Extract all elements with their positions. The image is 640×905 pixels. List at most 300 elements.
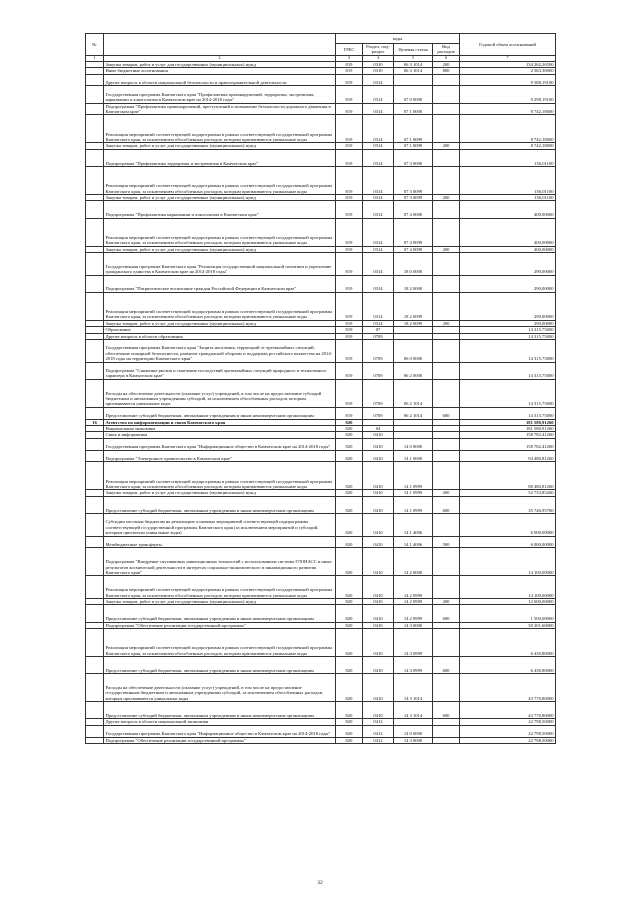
header-grbs: ГРБС — [336, 44, 363, 56]
row-target: 06 3 1014 — [394, 68, 433, 74]
row-number — [86, 86, 104, 103]
row-grbs: 820 — [336, 598, 363, 604]
row-number — [86, 275, 104, 292]
row-number — [86, 605, 104, 622]
row-name: Подпрограмма "Профилактика правонарушений, преступлений и повышение безопасности дорожного движения в Камчатском крае" — [104, 103, 336, 115]
row-grbs: 820 — [336, 622, 363, 628]
row-amount: 12 600,00000 — [460, 598, 556, 604]
row-section: 0314 — [363, 320, 394, 326]
row-number — [86, 576, 104, 599]
row-expense-type — [433, 201, 460, 218]
row-section: 0314 — [363, 195, 394, 201]
row-amount: 6 000,00000 — [460, 514, 556, 537]
row-number — [86, 438, 104, 450]
table-row — [86, 86, 556, 103]
row-amount: 134 262,26500 — [460, 61, 556, 67]
row-target: 07 0 0000 — [394, 86, 433, 103]
row-grbs: 820 — [336, 462, 363, 490]
row-section: 0709 — [363, 362, 394, 379]
row-target: 07 3 0000 — [394, 149, 433, 166]
row-number — [86, 674, 104, 702]
table-row — [86, 536, 556, 548]
col-number: 2 — [104, 55, 336, 61]
row-amount: 400,00000 — [460, 246, 556, 252]
row-section: 0410 — [363, 702, 394, 719]
row-name: Закупка товаров, работ и услуг для государственных (муниципальных) нужд — [104, 490, 336, 496]
table-row — [86, 253, 556, 276]
row-target: 07 1 0099 — [394, 115, 433, 143]
row-grbs: 820 — [336, 419, 363, 425]
row-target: 14 1 0000 — [394, 450, 433, 462]
page-number: 32 — [317, 880, 323, 886]
row-name: Подпрограмма "Профилактика терроризма и экстремизма в Камчатском крае" — [104, 149, 336, 166]
row-section: 0709 — [363, 333, 394, 339]
row-number — [86, 201, 104, 218]
row-name: Государственная программа Камчатского края "Информационное общество в Камчатском крае на 2014-2018 годы" — [104, 725, 336, 737]
row-target: 06 2 1014 — [394, 407, 433, 419]
row-name: Реализация мероприятий соответствующей подпрограммы в рамках соответствующей государственной программы Камчатского края, за исключением обособленных расходов, которым присваиваются уникальные коды — [104, 218, 336, 246]
row-amount: 8 742,18000 — [460, 115, 556, 143]
row-grbs: 819 — [336, 407, 363, 419]
row-section: 0410 — [363, 490, 394, 496]
row-grbs: 820 — [336, 719, 363, 725]
row-amount: 158 782,41260 — [460, 438, 556, 450]
table-row — [86, 605, 556, 622]
row-section: 0310 — [363, 61, 394, 67]
row-number — [86, 167, 104, 195]
row-target: 14 3 0999 — [394, 656, 433, 673]
row-expense-type: 600 — [433, 656, 460, 673]
row-section: 0410 — [363, 548, 394, 576]
header-vr: Вид расходов — [433, 44, 460, 56]
row-grbs: 819 — [336, 149, 363, 166]
row-section: 04 — [363, 426, 394, 432]
row-grbs: 819 — [336, 320, 363, 326]
row-expense-type — [433, 576, 460, 599]
row-amount: 158 782,41260 — [460, 432, 556, 438]
table-row — [86, 275, 556, 292]
row-amount: 8 742,18000 — [460, 103, 556, 115]
row-name: Реализация мероприятий соответствующей подпрограммы в рамках соответствующей государственной программы Камчатского края, за исключением обособленных расходов, которым присваиваются уникальные коды — [104, 576, 336, 599]
row-expense-type — [433, 548, 460, 576]
row-name: Закупка товаров, работ и услуг для государственных (муниципальных) нужд — [104, 61, 336, 67]
row-number — [86, 362, 104, 379]
budget-sheet — [85, 33, 555, 744]
row-expense-type — [433, 725, 460, 737]
row-number — [86, 149, 104, 166]
row-target: 07 1 0099 — [394, 143, 433, 149]
row-name: Реализация мероприятий соответствующей подпрограммы в рамках соответствующей государственной программы Камчатского края, за исключением обособленных расходов, которым присваиваются уникальные коды — [104, 292, 336, 320]
row-expense-type — [433, 514, 460, 537]
row-amount: 1 500,00000 — [460, 605, 556, 622]
row-number — [86, 115, 104, 143]
table-row — [86, 514, 556, 537]
table-row — [86, 656, 556, 673]
row-expense-type — [433, 149, 460, 166]
row-amount: 290,00000 — [460, 275, 556, 292]
row-section: 0410 — [363, 674, 394, 702]
row-target: 07 4 0000 — [394, 201, 433, 218]
row-section: 0410 — [363, 656, 394, 673]
row-section: 0709 — [363, 379, 394, 407]
table-row — [86, 628, 556, 656]
row-target: 14 3 0999 — [394, 628, 433, 656]
row-name: Образование — [104, 327, 336, 333]
row-grbs: 819 — [336, 327, 363, 333]
row-section: 0314 — [363, 143, 394, 149]
row-section: 0410 — [363, 598, 394, 604]
row-amount: 14 315,75000 — [460, 379, 556, 407]
row-section: 0709 — [363, 407, 394, 419]
row-target: 14 1 4006 — [394, 536, 433, 548]
row-grbs: 819 — [336, 340, 363, 363]
row-number — [86, 292, 104, 320]
row-grbs: 819 — [336, 253, 363, 276]
row-section: 0412 — [363, 725, 394, 737]
row-expense-type: 200 — [433, 246, 460, 252]
row-grbs: 820 — [336, 426, 363, 432]
row-target: 06 2 1014 — [394, 379, 433, 407]
row-amount: 181 580,91260 — [460, 426, 556, 432]
row-amount: 22 798,50000 — [460, 725, 556, 737]
row-name: Связь и информатика — [104, 432, 336, 438]
row-target: 14 0 0000 — [394, 438, 433, 450]
row-amount: 9 588,19100 — [460, 74, 556, 86]
row-amount: 14 315,75000 — [460, 327, 556, 333]
row-number — [86, 628, 104, 656]
row-grbs: 819 — [336, 275, 363, 292]
row-number — [86, 379, 104, 407]
row-grbs: 819 — [336, 246, 363, 252]
header-num: № — [86, 34, 104, 56]
row-expense-type — [433, 275, 460, 292]
row-expense-type — [433, 438, 460, 450]
row-grbs: 820 — [336, 656, 363, 673]
row-expense-type — [433, 450, 460, 462]
row-amount: 22 798,50000 — [460, 737, 556, 743]
row-target: 06 3 1014 — [394, 61, 433, 67]
row-section: 0314 — [363, 201, 394, 218]
row-expense-type — [433, 628, 460, 656]
row-grbs: 820 — [336, 605, 363, 622]
row-section: 0410 — [363, 462, 394, 490]
row-expense-type: 200 — [433, 598, 460, 604]
row-expense-type: 500 — [433, 536, 460, 548]
row-name: Государственная программа Камчатского края "Реализация государственной национальной политики и укрепление гражданского единства в Камчатском крае на 2014-2018 годы" — [104, 253, 336, 276]
col-number: 1 — [86, 55, 104, 61]
row-amount: 6 430,80000 — [460, 656, 556, 673]
table-body — [86, 61, 556, 743]
row-section: 0314 — [363, 149, 394, 166]
row-amount: 156,01100 — [460, 195, 556, 201]
row-target: 14 1 0999 — [394, 462, 433, 490]
row-name: Закупка товаров, работ и услуг для государственных (муниципальных) нужд — [104, 598, 336, 604]
row-expense-type: 200 — [433, 195, 460, 201]
row-section: 0314 — [363, 103, 394, 115]
row-number — [86, 656, 104, 673]
row-target: 18 2 0000 — [394, 275, 433, 292]
row-expense-type: 600 — [433, 407, 460, 419]
row-target: 07 3 0099 — [394, 167, 433, 195]
row-name: Предоставление субсидий бюджетным, автономным учреждениям и иным некоммерческим организациям — [104, 656, 336, 673]
row-expense-type: 200 — [433, 61, 460, 67]
row-expense-type — [433, 292, 460, 320]
row-number — [86, 514, 104, 537]
row-section: 0314 — [363, 253, 394, 276]
row-amount: 88 480,81260 — [460, 462, 556, 490]
row-name: Расходы на обеспечение деятельности (оказание услуг) учреждений, в том числе на предоставление субсидий бюджетным и автономным учреждениям субсидий, за исключением обособленных расходов, которым присваиваются уникальные коды — [104, 379, 336, 407]
row-target: 14 3 0000 — [394, 622, 433, 628]
row-section: 0314 — [363, 86, 394, 103]
row-amount: 156,01100 — [460, 167, 556, 195]
table-row — [86, 292, 556, 320]
row-grbs: 819 — [336, 218, 363, 246]
row-name: Подпрограмма "Обеспечение реализации государственной программы" — [104, 622, 336, 628]
row-target: 06 0 0000 — [394, 340, 433, 363]
table-row — [86, 702, 556, 719]
row-grbs: 820 — [336, 737, 363, 743]
row-target: 14 1 0999 — [394, 490, 433, 496]
row-name: Реализация мероприятий соответствующей подпрограммы в рамках соответствующей государственной программы Камчатского края, за исключением обособленных расходов, которым присваиваются уникальные коды — [104, 115, 336, 143]
table-row — [86, 548, 556, 576]
row-name: Государственная программа Камчатского края "Защита населения, территорий от чрезвычайных ситуаций, обеспечение пожарной безопасности, развитие гражданской обороны и поддержка российского казачества на 2014-2018 годы на территории Камчатского края" — [104, 340, 336, 363]
row-name: Подпрограмма "Снижение рисков и смягчение последствий чрезвычайных ситуаций природного и техногенного характера в Камчатском крае" — [104, 362, 336, 379]
row-amount: 14 315,75000 — [460, 362, 556, 379]
row-section: 07 — [363, 327, 394, 333]
row-name: Агентство по информатизации и связи Камчатского края — [104, 419, 336, 425]
row-number — [86, 253, 104, 276]
row-expense-type — [433, 340, 460, 363]
row-grbs: 819 — [336, 103, 363, 115]
row-expense-type — [433, 362, 460, 379]
header-target: Целевая статья — [394, 44, 433, 56]
row-name: Подпрограмма "Внедрение спутниковых навигационных технологий с использованием системы ГЛОНАСС и иных результатов космической деятельности в интересах социально-экономического и инновационного развития Камчатского края" — [104, 548, 336, 576]
row-grbs: 820 — [336, 674, 363, 702]
row-grbs: 819 — [336, 61, 363, 67]
row-section: 0410 — [363, 605, 394, 622]
row-grbs: 820 — [336, 514, 363, 537]
row-number — [86, 462, 104, 490]
row-expense-type — [433, 74, 460, 86]
row-section: 0410 — [363, 622, 394, 628]
row-number — [86, 103, 104, 115]
row-section: 0314 — [363, 218, 394, 246]
row-target: 18 0 0000 — [394, 253, 433, 276]
row-section: 0709 — [363, 340, 394, 363]
row-name: Межбюджетные трансферты — [104, 536, 336, 548]
row-target: 14 2 0999 — [394, 576, 433, 599]
row-expense-type — [433, 462, 460, 490]
row-section: 0410 — [363, 450, 394, 462]
row-expense-type — [433, 737, 460, 743]
row-name: Национальная экономика — [104, 426, 336, 432]
table-row — [86, 218, 556, 246]
row-section: 0412 — [363, 719, 394, 725]
row-name: Реализация мероприятий соответствующей подпрограммы в рамках соответствующей государственной программы Камчатского края, за исключением обособленных расходов, которым присваиваются уникальные коды — [104, 462, 336, 490]
row-name: Субсидии местным бюджетам на реализацию основных мероприятий соответствующей подпрограммы соответствующей государственной программы Камчатского края (за исключением мероприятий и субсидий, которым присвоены уникальные коды) — [104, 514, 336, 537]
row-amount: 35 746,95760 — [460, 496, 556, 513]
row-amount: 14 315,75000 — [460, 407, 556, 419]
row-amount: 43 770,80000 — [460, 674, 556, 702]
row-number — [86, 725, 104, 737]
row-grbs: 820 — [336, 496, 363, 513]
row-grbs: 819 — [336, 362, 363, 379]
table-row — [86, 737, 556, 743]
row-name: Предоставление субсидий бюджетным, автономным учреждениям и иным некоммерческим организациям — [104, 407, 336, 419]
row-amount: 400,00000 — [460, 201, 556, 218]
row-section: 0410 — [363, 628, 394, 656]
table-row — [86, 115, 556, 143]
row-section: 0410 — [363, 536, 394, 548]
row-name: Закупка товаров, работ и услуг для государственных (муниципальных) нужд — [104, 246, 336, 252]
col-number: 6 — [433, 55, 460, 61]
row-target: 14 2 0000 — [394, 548, 433, 576]
row-name: Подпрограмма "Обеспечение реализации государственной программы" — [104, 737, 336, 743]
row-name: Предоставление субсидий бюджетным, автономным учреждениям и иным некоммерческим организациям — [104, 496, 336, 513]
row-name: Иные бюджетные ассигнования — [104, 68, 336, 74]
row-amount: 400,00000 — [460, 218, 556, 246]
row-target: 07 3 0099 — [394, 195, 433, 201]
row-expense-type — [433, 253, 460, 276]
row-grbs: 819 — [336, 167, 363, 195]
col-number: 4 — [363, 55, 394, 61]
row-name: Реализация мероприятий соответствующей подпрограммы в рамках соответствующей государственной программы Камчатского края, за исключением обособленных расходов, которым присваиваются уникальные коды — [104, 167, 336, 195]
row-grbs: 819 — [336, 195, 363, 201]
header-amount: Годовой объем ассигнований — [460, 34, 556, 56]
table-row — [86, 462, 556, 490]
row-target: 07 1 0000 — [394, 103, 433, 115]
row-grbs: 819 — [336, 143, 363, 149]
row-grbs: 819 — [336, 74, 363, 86]
row-expense-type: 800 — [433, 68, 460, 74]
row-expense-type: 600 — [433, 496, 460, 513]
row-name: Государственная программа Камчатского края "Профилактика правонарушений, терроризма, экстремизма, наркомании и алкоголизма в Камчатском крае на 2014-2018 годы" — [104, 86, 336, 103]
row-section: 0410 — [363, 576, 394, 599]
row-name: Закупка товаров, работ и услуг для государственных (муниципальных) нужд — [104, 143, 336, 149]
row-name: Реализация мероприятий соответствующей подпрограммы в рамках соответствующей государственной программы Камчатского края, за исключением обособленных расходов, которым присваиваются уникальные коды — [104, 628, 336, 656]
row-name: Другие вопросы в области образования — [104, 333, 336, 339]
row-target — [394, 74, 433, 86]
table-row — [86, 74, 556, 86]
row-expense-type — [433, 218, 460, 246]
row-grbs: 819 — [336, 379, 363, 407]
row-amount: 6 430,80000 — [460, 628, 556, 656]
row-amount: 50 201,60000 — [460, 622, 556, 628]
row-amount: 14 100,00000 — [460, 576, 556, 599]
col-number: 5 — [394, 55, 433, 61]
row-grbs: 819 — [336, 68, 363, 74]
row-expense-type — [433, 674, 460, 702]
row-amount: 290,00000 — [460, 320, 556, 326]
row-number — [86, 737, 104, 743]
row-amount: 94 480,81260 — [460, 450, 556, 462]
row-amount: 290,00000 — [460, 253, 556, 276]
table-row — [86, 379, 556, 407]
row-amount: 156,01100 — [460, 149, 556, 166]
row-name: Предоставление субсидий бюджетным, автономным учреждениям и иным некоммерческим организациям — [104, 605, 336, 622]
row-name: Закупка товаров, работ и услуг для государственных (муниципальных) нужд — [104, 195, 336, 201]
row-grbs: 820 — [336, 432, 363, 438]
header-codes: коды — [336, 34, 460, 44]
row-grbs: 820 — [336, 628, 363, 656]
row-number — [86, 340, 104, 363]
row-amount: 14 100,00000 — [460, 548, 556, 576]
row-grbs: 819 — [336, 292, 363, 320]
row-section: 0314 — [363, 115, 394, 143]
row-section: 0410 — [363, 438, 394, 450]
table-row — [86, 149, 556, 166]
row-target: 06 2 0000 — [394, 362, 433, 379]
row-expense-type — [433, 379, 460, 407]
row-target: 14 3 0000 — [394, 737, 433, 743]
table-row — [86, 725, 556, 737]
table-row — [86, 576, 556, 599]
row-amount: 14 315,75000 — [460, 340, 556, 363]
table-row — [86, 450, 556, 462]
row-section: 0410 — [363, 432, 394, 438]
row-grbs: 819 — [336, 115, 363, 143]
row-number — [86, 496, 104, 513]
row-target: 07 4 0099 — [394, 246, 433, 252]
row-amount: 8 742,18000 — [460, 143, 556, 149]
row-grbs: 819 — [336, 86, 363, 103]
row-amount: 181 580,91260 — [460, 419, 556, 425]
row-amount: 43 770,80000 — [460, 702, 556, 719]
row-grbs: 819 — [336, 333, 363, 339]
row-target: 18 2 0099 — [394, 320, 433, 326]
row-expense-type: 600 — [433, 702, 460, 719]
table-row — [86, 674, 556, 702]
table-row — [86, 167, 556, 195]
row-section: 0314 — [363, 292, 394, 320]
col-number: 7 — [460, 55, 556, 61]
col-number: 3 — [336, 55, 363, 61]
table-row — [86, 340, 556, 363]
row-target: 14 1 0999 — [394, 496, 433, 513]
row-name: Закупка товаров, работ и услуг для государственных (муниципальных) нужд — [104, 320, 336, 326]
table-row — [86, 407, 556, 419]
row-amount: 9 298,19100 — [460, 86, 556, 103]
row-grbs: 820 — [336, 536, 363, 548]
row-grbs: 820 — [336, 490, 363, 496]
row-target: 18 2 0099 — [394, 292, 433, 320]
row-section: 0314 — [363, 167, 394, 195]
row-grbs: 820 — [336, 576, 363, 599]
row-name: Расходы на обеспечение деятельности (оказание услуг) учреждений, в том числе на предоставление государственным бюджетным и автономным учреждениям субсидий, за исключением обособленных расходов, которым присваиваются уникальные коды — [104, 674, 336, 702]
row-amount: 14 315,75000 — [460, 333, 556, 339]
row-grbs: 820 — [336, 438, 363, 450]
row-expense-type — [433, 86, 460, 103]
row-grbs: 820 — [336, 725, 363, 737]
row-grbs: 820 — [336, 450, 363, 462]
header-name — [104, 34, 336, 56]
row-target: 14 3 1014 — [394, 674, 433, 702]
row-name: Подпрограмма "Профилактика наркомании и алкоголизма в Камчатском крае" — [104, 201, 336, 218]
row-name: Государственная программа Камчатского края "Информационное общество в Камчатском крае на 2014-2018 годы" — [104, 438, 336, 450]
row-number — [86, 536, 104, 548]
row-target: 14 2 0999 — [394, 598, 433, 604]
row-amount: 2 563,30000 — [460, 68, 556, 74]
row-grbs: 820 — [336, 702, 363, 719]
row-expense-type: 200 — [433, 490, 460, 496]
row-name: Другие вопросы в области национальной безопасности и правоохранительной деятельности — [104, 74, 336, 86]
row-target: 07 4 0099 — [394, 218, 433, 246]
row-expense-type: 200 — [433, 143, 460, 149]
row-amount: 52 733,85260 — [460, 490, 556, 496]
row-amount: 290,00000 — [460, 292, 556, 320]
row-target: 14 0 0000 — [394, 725, 433, 737]
row-number — [86, 548, 104, 576]
